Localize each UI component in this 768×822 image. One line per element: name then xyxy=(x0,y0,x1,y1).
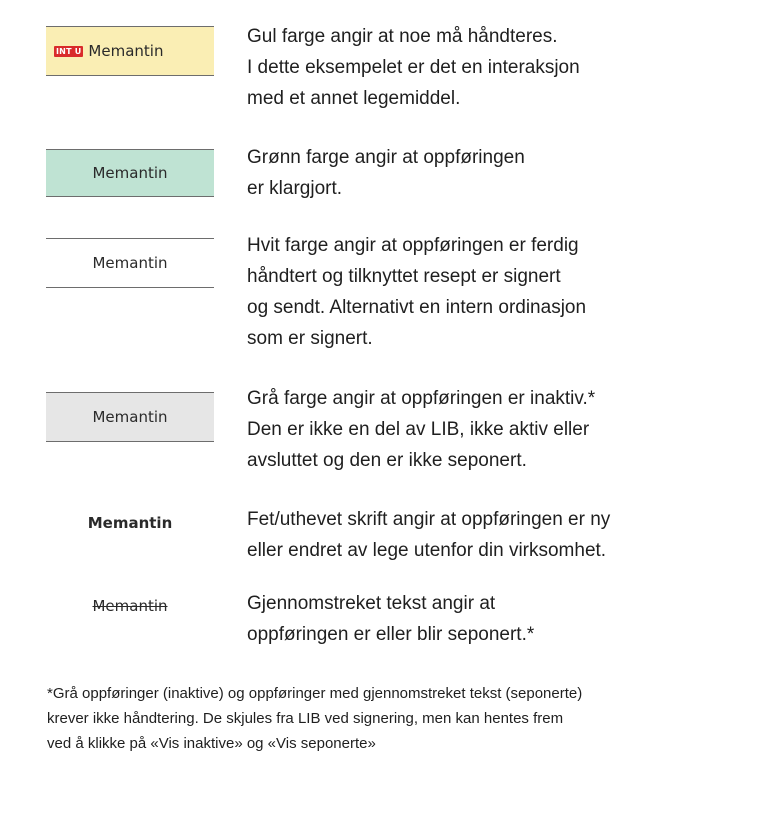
strikethrough-text-example xyxy=(46,591,214,621)
description-white: Hvit farge angir at oppføringen er ferdig håndtert og tilknyttet resept er signert og sendt. Alternativt en intern ordinasjon som er signert. xyxy=(247,235,587,349)
footnote: *Grå oppføringer (inaktive) og oppføringer med gjennomstreket tekst (seponerte) krever ikke håndtering. De skjules fra LIB ved signering, men kan hentes frem ved å klikke på «Vis inaktive» og «Vis seponerte» xyxy=(47,685,583,752)
drug-name: Memantin xyxy=(87,514,173,532)
swatch-white-example xyxy=(46,238,214,288)
drug-name: Memantin xyxy=(92,408,168,426)
interaction-badge: INT U xyxy=(56,46,82,56)
description-strikethrough: Gjennomstreket tekst angir at oppføringen er eller blir seponert.* xyxy=(247,593,535,645)
swatch-green-example xyxy=(46,149,214,197)
description-grey: Grå farge angir at oppføringen er inaktiv.* Den er ikke en del av LIB, ikke aktiv eller avsluttet og den er ikke seponert. xyxy=(247,388,596,471)
drug-name: Memantin xyxy=(92,254,168,272)
drug-name: Memantin xyxy=(88,42,164,60)
swatch-grey-example xyxy=(46,392,214,442)
drug-name: Memantin xyxy=(92,597,168,615)
description-bold: Fet/uthevet skrift angir at oppføringen er ny eller endret av lege utenfor din virksomhet. xyxy=(247,509,611,561)
description-yellow: Gul farge angir at noe må håndteres. I dette eksempelet er det en interaksjon med et annet legemiddel. xyxy=(247,26,580,109)
description-green: Grønn farge angir at oppføringen er klargjort. xyxy=(247,147,525,199)
swatch-yellow-example xyxy=(46,26,214,76)
bold-text-example xyxy=(46,508,214,538)
drug-name: Memantin xyxy=(92,164,168,182)
